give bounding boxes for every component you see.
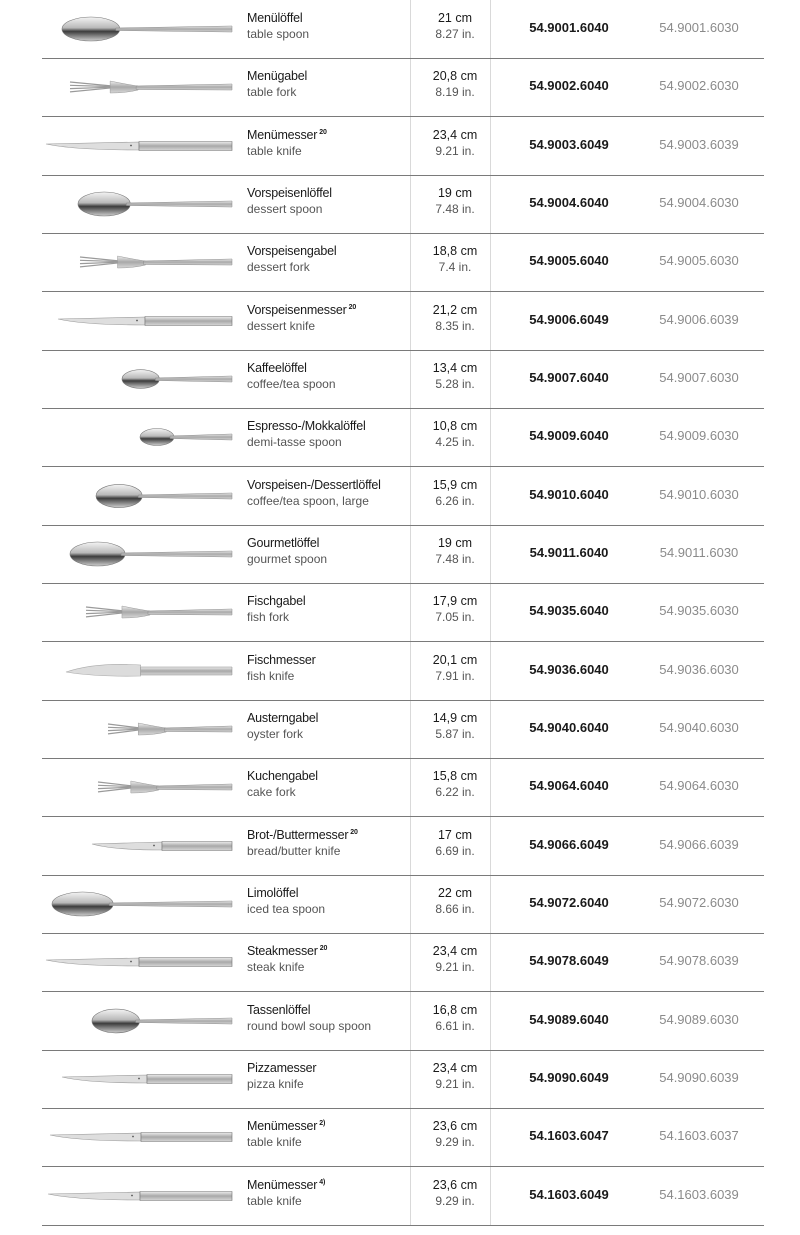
name-english: dessert knife xyxy=(247,318,316,333)
product-row xyxy=(42,292,764,351)
fork-image xyxy=(42,233,240,291)
product-name xyxy=(247,1119,412,1149)
footnote-marker: 20 xyxy=(319,128,327,136)
name-german-text: Vorspeisen-/Dessertlöffel xyxy=(247,477,381,492)
name-english: table spoon xyxy=(247,27,310,41)
name-german xyxy=(247,186,412,200)
product-name xyxy=(247,594,412,624)
length-inches: 8.35 in. xyxy=(435,318,475,333)
article-number-primary: 54.1603.6049 xyxy=(529,1186,609,1202)
article-number-secondary: 54.9066.6039 xyxy=(659,836,739,852)
product-length xyxy=(420,1119,490,1149)
article-number-primary: 54.9001.6040 xyxy=(529,20,609,35)
article-number-primary: 54.9006.6049 xyxy=(529,311,609,327)
name-german xyxy=(247,828,412,842)
name-german xyxy=(247,419,412,433)
name-english: dessert fork xyxy=(247,260,310,275)
name-german xyxy=(247,1119,412,1133)
name-german xyxy=(247,1061,412,1075)
length-cm: 13,4 cm xyxy=(432,360,478,375)
product-length xyxy=(420,11,490,41)
article-number-primary: 54.9010.6040 xyxy=(529,486,609,502)
name-english: dessert spoon xyxy=(247,201,323,216)
length-cm: 21,2 cm xyxy=(432,302,478,317)
product-name xyxy=(247,653,412,683)
footnote-marker: 4) xyxy=(319,1178,326,1186)
product-name xyxy=(247,128,412,158)
article-number-primary: 54.9007.6040 xyxy=(529,369,609,385)
length-inches: 4.25 in. xyxy=(435,435,475,450)
name-german xyxy=(247,944,412,958)
length-inches: 5.87 in. xyxy=(435,726,475,741)
product-row xyxy=(42,817,764,876)
article-number-primary: 54.9066.6049 xyxy=(529,836,609,852)
product-row xyxy=(42,758,764,817)
product-row xyxy=(42,467,764,526)
name-german-text: Gourmetlöffel xyxy=(247,535,320,550)
length-cm: 14,9 cm xyxy=(432,710,478,725)
name-english: gourmet spoon xyxy=(247,551,328,566)
product-row xyxy=(42,583,764,642)
article-number-secondary: 54.9040.6030 xyxy=(659,719,739,735)
product-row xyxy=(42,350,764,409)
product-name xyxy=(247,419,412,449)
spoon-image xyxy=(42,875,240,933)
length-inches: 6.61 in. xyxy=(435,1018,475,1033)
length-cm: 22 cm xyxy=(437,885,473,900)
name-english: oyster fork xyxy=(247,726,304,741)
article-number-secondary: 54.9035.6030 xyxy=(659,603,739,619)
product-length xyxy=(420,828,490,858)
fork-image xyxy=(42,758,240,816)
footnote-marker: 20 xyxy=(348,303,357,311)
product-row xyxy=(42,642,764,701)
spoon-image xyxy=(42,175,240,233)
length-cm: 17,9 cm xyxy=(432,594,478,609)
length-inches: 9.21 in. xyxy=(435,143,475,158)
name-english: table fork xyxy=(247,85,297,100)
product-length xyxy=(420,244,490,274)
name-german-text: Pizzamesser xyxy=(247,1060,317,1075)
length-inches: 7.48 in. xyxy=(435,551,475,566)
article-number-primary: 54.1603.6047 xyxy=(529,1128,609,1144)
name-english: iced tea spoon xyxy=(247,901,326,916)
article-number-secondary: 54.9064.6030 xyxy=(659,778,739,794)
name-german-text: Espresso-/Mokkalöffel xyxy=(247,419,366,434)
product-row xyxy=(42,1108,764,1167)
article-number-primary: 54.9064.6040 xyxy=(529,778,609,794)
name-german-text: Limolöffel xyxy=(247,885,299,900)
product-row xyxy=(42,233,764,292)
length-inches: 5.28 in. xyxy=(435,376,475,391)
article-number-primary: 54.9035.6040 xyxy=(529,603,609,619)
product-length xyxy=(420,303,490,333)
name-german xyxy=(247,711,412,725)
footnote-marker: 20 xyxy=(319,945,328,953)
length-cm: 20,8 cm xyxy=(432,69,478,84)
product-name xyxy=(247,186,412,216)
name-german xyxy=(247,361,412,375)
name-german-text: Menügabel xyxy=(247,69,308,84)
article-number-primary: 54.9089.6040 xyxy=(529,1011,609,1027)
footnote-marker: 2) xyxy=(319,1120,326,1128)
length-inches: 7.05 in. xyxy=(435,610,475,625)
name-german-text: Fischgabel xyxy=(247,594,306,609)
product-length xyxy=(420,1003,490,1033)
name-german xyxy=(247,1003,412,1017)
spoon-image xyxy=(42,0,240,58)
name-german xyxy=(247,128,412,142)
product-name xyxy=(247,478,412,508)
name-german xyxy=(247,244,412,258)
product-length xyxy=(420,419,490,449)
name-german-text: Tassenlöffel xyxy=(247,1002,311,1017)
name-english: pizza knife xyxy=(247,1076,304,1091)
product-length xyxy=(420,186,490,216)
product-length xyxy=(420,653,490,683)
product-length xyxy=(420,478,490,508)
product-row xyxy=(42,525,764,584)
knife-image xyxy=(42,1167,240,1225)
name-german-text: Austerngabel xyxy=(247,710,319,725)
spoon-image xyxy=(42,408,240,466)
length-inches: 8.19 in. xyxy=(435,85,475,100)
spoon-image xyxy=(42,350,240,408)
product-name xyxy=(247,11,412,41)
length-inches: 7.48 in. xyxy=(435,201,475,216)
article-number-secondary: 54.9002.6030 xyxy=(659,78,739,94)
article-number-primary: 54.9036.6040 xyxy=(529,661,609,677)
product-length xyxy=(420,69,490,99)
product-row xyxy=(42,1167,764,1226)
name-english: demi-tasse spoon xyxy=(247,435,342,450)
article-number-secondary: 54.9090.6039 xyxy=(659,1069,739,1085)
name-english: coffee/tea spoon, large xyxy=(247,493,369,508)
knife-image xyxy=(42,117,240,175)
product-name xyxy=(247,244,412,274)
product-row xyxy=(42,700,764,759)
length-cm: 23,6 cm xyxy=(432,1119,478,1134)
name-german-text: Menümesser xyxy=(247,127,318,142)
length-cm: 20,1 cm xyxy=(432,652,478,667)
name-german-text: Steakmesser xyxy=(247,944,318,959)
length-inches: 9.29 in. xyxy=(435,1135,475,1150)
article-number-primary: 54.9009.6040 xyxy=(529,428,609,444)
product-name xyxy=(247,303,412,333)
article-number-secondary: 54.9006.6039 xyxy=(659,311,739,327)
name-german xyxy=(247,769,412,783)
name-german xyxy=(247,653,412,667)
name-german-text: Vorspeisenmesser xyxy=(247,302,347,317)
length-inches: 6.22 in. xyxy=(435,785,475,800)
name-english: fish knife xyxy=(247,668,295,683)
name-german-text: Kaffeelöffel xyxy=(247,360,307,375)
product-name xyxy=(247,1061,412,1091)
name-german xyxy=(247,303,412,317)
length-cm: 23,4 cm xyxy=(432,1060,478,1075)
knife-image xyxy=(42,292,240,350)
name-english: steak knife xyxy=(247,960,305,975)
article-number-secondary: 54.9004.6030 xyxy=(659,194,739,210)
product-name xyxy=(247,828,412,858)
product-length xyxy=(420,886,490,916)
article-number-secondary: 54.9007.6030 xyxy=(659,369,739,385)
product-name xyxy=(247,711,412,741)
spoon-image xyxy=(42,525,240,583)
length-inches: 9.21 in. xyxy=(435,960,475,975)
length-inches: 6.26 in. xyxy=(435,493,475,508)
product-length xyxy=(420,361,490,391)
length-cm: 10,8 cm xyxy=(432,419,478,434)
name-german xyxy=(247,69,412,83)
name-german xyxy=(247,478,412,492)
name-german-text: Menümesser xyxy=(247,1177,318,1192)
article-number-primary: 54.9078.6049 xyxy=(529,953,609,969)
length-inches: 9.29 in. xyxy=(435,1193,475,1208)
product-row xyxy=(42,175,764,234)
spoon-image xyxy=(42,992,240,1050)
name-english: coffee/tea spoon xyxy=(247,376,336,391)
length-cm: 19 cm xyxy=(437,535,473,550)
fork-image xyxy=(42,583,240,641)
product-length xyxy=(420,128,490,158)
name-german-text: Fischmesser xyxy=(247,652,316,667)
product-length xyxy=(420,711,490,741)
length-cm: 15,8 cm xyxy=(432,769,478,784)
product-length xyxy=(420,769,490,799)
product-name xyxy=(247,944,412,974)
name-german xyxy=(247,1178,412,1192)
footnote-marker: 20 xyxy=(350,828,358,836)
length-cm: 19 cm xyxy=(437,185,473,200)
length-inches: 8.27 in. xyxy=(435,27,475,41)
name-german-text: Menümesser xyxy=(247,1119,318,1134)
length-cm: 15,9 cm xyxy=(432,477,478,492)
fork-image xyxy=(42,58,240,116)
name-german-text: Vorspeisengabel xyxy=(247,244,337,259)
product-name xyxy=(247,1178,412,1208)
article-number-primary: 54.9040.6040 xyxy=(529,719,609,735)
length-inches: 6.69 in. xyxy=(435,843,475,858)
article-number-primary: 54.9004.6040 xyxy=(529,194,609,210)
article-number-primary: 54.9002.6040 xyxy=(529,78,609,94)
article-number-secondary: 54.9005.6030 xyxy=(659,253,739,269)
knife-image xyxy=(42,642,240,700)
product-length xyxy=(420,944,490,974)
article-number-secondary: 54.9072.6030 xyxy=(659,894,739,910)
product-name xyxy=(247,536,412,566)
knife-image xyxy=(42,1050,240,1108)
length-cm: 23,4 cm xyxy=(432,127,478,142)
length-inches: 8.66 in. xyxy=(435,901,475,916)
length-cm: 18,8 cm xyxy=(432,244,478,259)
name-english: table knife xyxy=(247,1135,302,1150)
product-length xyxy=(420,536,490,566)
article-number-primary: 54.9072.6040 xyxy=(529,894,609,910)
article-number-secondary: 54.9089.6030 xyxy=(659,1011,739,1027)
spoon-image xyxy=(42,467,240,525)
name-english: cake fork xyxy=(247,785,296,800)
name-german-text: Kuchengabel xyxy=(247,769,318,784)
length-cm: 23,6 cm xyxy=(432,1177,478,1192)
length-cm: 23,4 cm xyxy=(432,944,478,959)
article-number-secondary: 54.9010.6030 xyxy=(659,486,739,502)
length-inches: 7.91 in. xyxy=(435,668,475,683)
article-number-secondary: 54.1603.6037 xyxy=(659,1128,739,1144)
name-german xyxy=(247,594,412,608)
name-german-text: Menülöffel xyxy=(247,11,303,25)
product-name xyxy=(247,769,412,799)
product-row xyxy=(42,0,764,59)
article-number-primary: 54.9005.6040 xyxy=(529,253,609,269)
name-german xyxy=(247,536,412,550)
article-number-secondary: 54.9003.6039 xyxy=(659,136,739,152)
name-english: table knife xyxy=(247,143,302,158)
length-cm: 21 cm xyxy=(437,11,473,25)
product-name xyxy=(247,1003,412,1033)
product-row xyxy=(42,933,764,992)
article-number-primary: 54.9090.6049 xyxy=(529,1069,609,1085)
name-german xyxy=(247,886,412,900)
product-row xyxy=(42,875,764,934)
length-inches: 7.4 in. xyxy=(438,260,472,275)
length-inches: 9.21 in. xyxy=(435,1076,475,1091)
knife-image xyxy=(42,1108,240,1166)
article-number-primary: 54.9011.6040 xyxy=(529,544,609,560)
product-row xyxy=(42,117,764,176)
name-german-text: Brot-/Buttermesser xyxy=(247,827,349,842)
name-english: table knife xyxy=(247,1193,302,1208)
name-english: bread/butter knife xyxy=(247,843,341,858)
knife-image xyxy=(42,817,240,875)
article-number-secondary: 54.9009.6030 xyxy=(659,428,739,444)
product-name xyxy=(247,361,412,391)
name-english: fish fork xyxy=(247,610,290,625)
article-number-secondary: 54.1603.6039 xyxy=(659,1186,739,1202)
name-english: round bowl soup spoon xyxy=(247,1018,372,1033)
product-length xyxy=(420,594,490,624)
article-number-secondary: 54.9001.6030 xyxy=(659,20,739,35)
product-row xyxy=(42,408,764,467)
length-cm: 16,8 cm xyxy=(432,1002,478,1017)
product-length xyxy=(420,1061,490,1091)
product-length xyxy=(420,1178,490,1208)
product-row xyxy=(42,58,764,117)
article-number-secondary: 54.9011.6030 xyxy=(659,544,739,560)
fork-image xyxy=(42,700,240,758)
article-number-secondary: 54.9036.6030 xyxy=(659,661,739,677)
product-name xyxy=(247,69,412,99)
product-row xyxy=(42,1050,764,1109)
article-number-secondary: 54.9078.6039 xyxy=(659,953,739,969)
article-number-primary: 54.9003.6049 xyxy=(529,136,609,152)
product-name xyxy=(247,886,412,916)
length-cm: 17 cm xyxy=(437,827,473,842)
product-row xyxy=(42,992,764,1051)
name-german xyxy=(247,11,412,25)
knife-image xyxy=(42,933,240,991)
name-german-text: Vorspeisenlöffel xyxy=(247,185,332,200)
